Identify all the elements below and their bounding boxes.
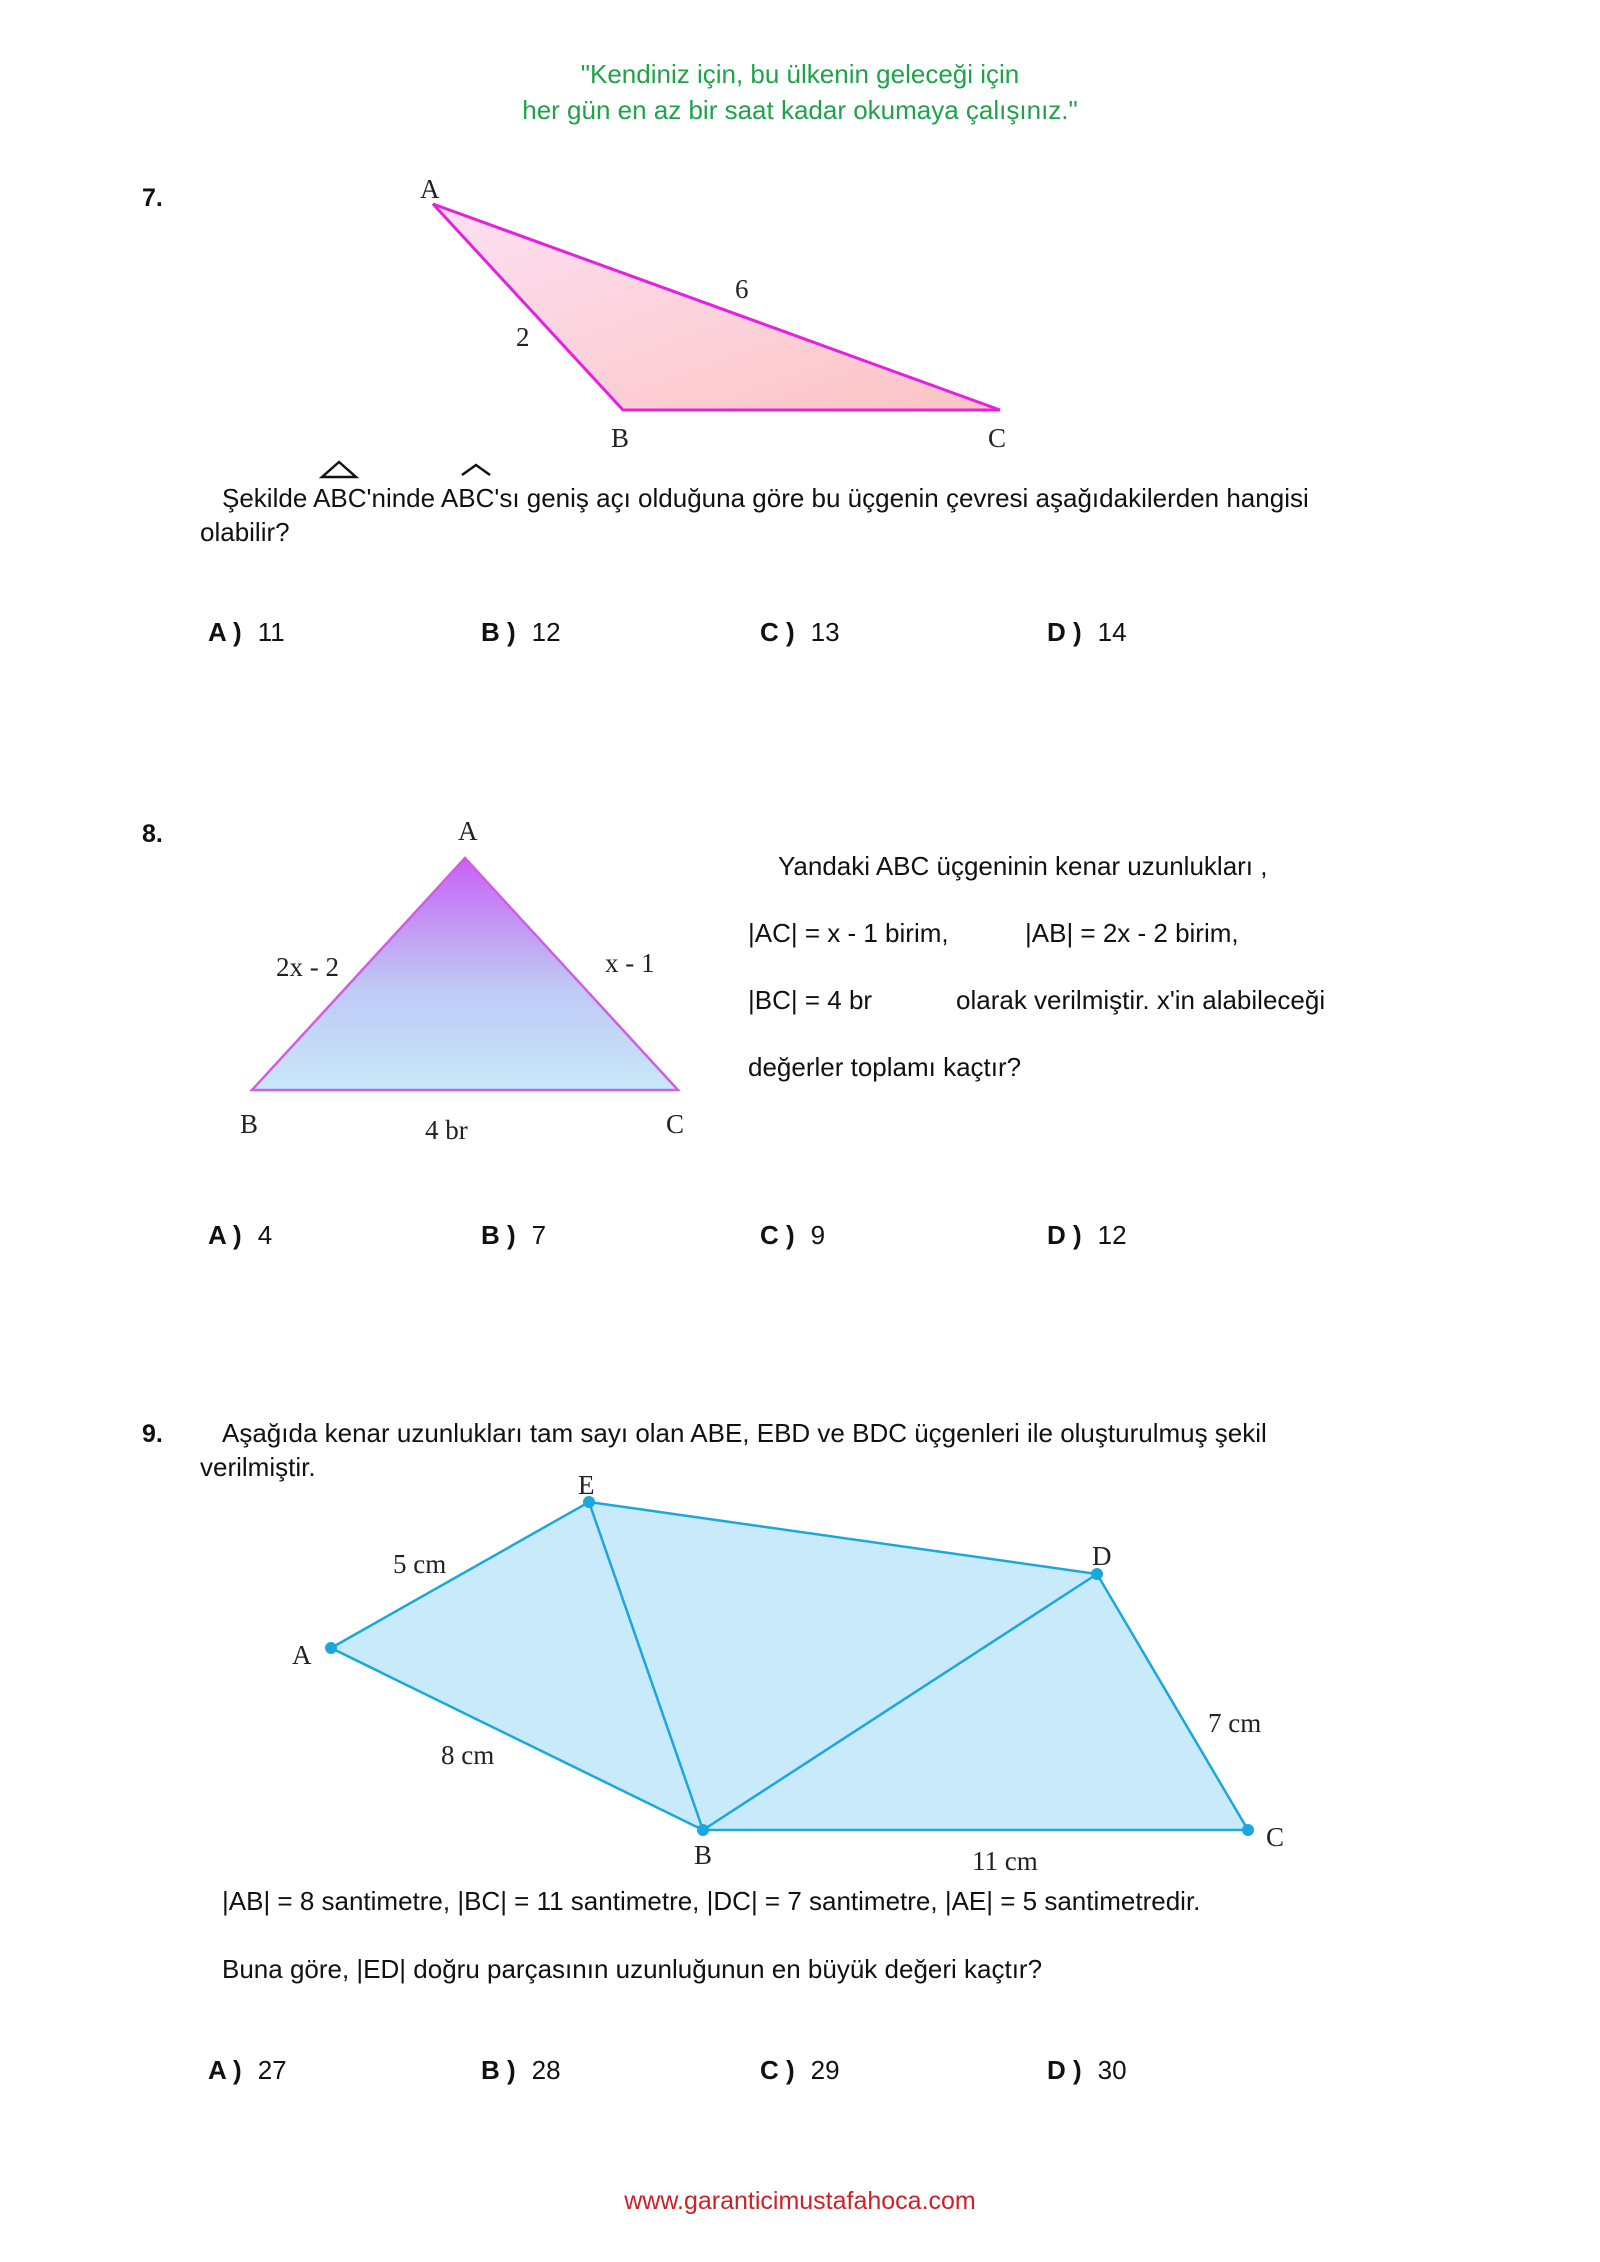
q9-side-bc-label: 11 cm xyxy=(972,1846,1038,1876)
q8-text-ac: |AC| = x - 1 birim, xyxy=(748,918,949,948)
q9-choice-c[interactable] xyxy=(760,2055,840,2086)
q7-side-ab-label: 2 xyxy=(516,322,530,352)
choice-letter: D ) xyxy=(1047,2055,1082,2085)
choice-value: 7 xyxy=(531,1220,547,1250)
q7-choice-a[interactable] xyxy=(208,617,285,648)
q9-number: 9. xyxy=(142,1420,163,1448)
q8-triangle-figure xyxy=(240,816,684,1145)
q8-choice-d[interactable] xyxy=(1047,1220,1127,1251)
choice-value: 14 xyxy=(1097,617,1127,647)
q9-side-ae-label: 5 cm xyxy=(393,1549,447,1579)
q7-angle-hat-mark xyxy=(462,465,490,475)
q9-point-b xyxy=(697,1824,709,1836)
choice-letter: D ) xyxy=(1047,1220,1082,1250)
q7-question-line-2: olabilir? xyxy=(200,517,290,547)
q8-side-ab-label: 2x - 2 xyxy=(276,952,339,982)
q8-vertex-a: A xyxy=(458,816,478,846)
choice-letter: C ) xyxy=(760,2055,795,2085)
q7-question-line-1: Şekilde ABC'ninde ABC'sı geniş açı olduğuna göre bu üçgenin çevresi aşağıdakilerden hangisi xyxy=(222,483,1309,513)
q7-vertex-c: C xyxy=(988,423,1007,453)
q9-intro-line-2: verilmiştir. xyxy=(200,1452,316,1482)
q9-side-dc-label: 7 cm xyxy=(1208,1708,1262,1738)
q9-intro-line-1: Aşağıda kenar uzunlukları tam sayı olan ABE, EBD ve BDC üçgenleri ile oluşturulmuş şekil xyxy=(222,1418,1267,1448)
choice-value: 11 xyxy=(257,617,285,647)
choice-letter: A ) xyxy=(208,2055,242,2085)
q8-side-ac-label: x - 1 xyxy=(605,948,655,978)
q9-given: |AB| = 8 santimetre, |BC| = 11 santimetre, |DC| = 7 santimetre, |AE| = 5 santimetredir. xyxy=(222,1886,1201,1916)
choice-value: 12 xyxy=(531,617,561,647)
q9-vertex-c: C xyxy=(1266,1822,1285,1852)
choice-letter: A ) xyxy=(208,617,242,647)
q9-vertex-b: B xyxy=(694,1840,713,1870)
q8-choice-c[interactable] xyxy=(760,1220,825,1251)
quote-line-1: "Kendiniz için, bu ülkenin geleceği için xyxy=(580,59,1020,89)
q9-point-c xyxy=(1242,1824,1254,1836)
choice-letter: C ) xyxy=(760,617,795,647)
q8-choice-b[interactable] xyxy=(481,1220,546,1251)
q8-vertex-c: C xyxy=(666,1109,685,1139)
quote-line-2: her gün en az bir saat kadar okumaya çalışınız." xyxy=(522,95,1078,125)
q8-text-given: olarak verilmiştir. x'in alabileceği xyxy=(956,985,1326,1015)
q7-number: 7. xyxy=(142,184,163,212)
q9-choice-a[interactable] xyxy=(208,2055,287,2086)
q7-choice-c[interactable] xyxy=(760,617,840,648)
q7-triangle-figure xyxy=(420,174,1006,453)
q9-point-a xyxy=(325,1642,337,1654)
q8-vertex-b: B xyxy=(240,1109,259,1139)
footer-url-link[interactable]: www.garanticimustafahoca.com xyxy=(624,2187,976,2215)
choice-value: 30 xyxy=(1097,2055,1127,2085)
choice-value: 27 xyxy=(257,2055,287,2085)
q8-choice-a[interactable] xyxy=(208,1220,272,1251)
q9-vertex-a: A xyxy=(292,1640,312,1670)
q7-vertex-a: A xyxy=(420,174,440,204)
q9-choice-b[interactable] xyxy=(481,2055,561,2086)
choice-value: 4 xyxy=(257,1220,273,1250)
q9-side-ab-label: 8 cm xyxy=(441,1740,495,1770)
choice-letter: D ) xyxy=(1047,617,1082,647)
choice-value: 13 xyxy=(810,617,840,647)
q7-vertex-b: B xyxy=(611,423,630,453)
q8-number: 8. xyxy=(142,820,163,848)
choice-letter: B ) xyxy=(481,2055,516,2085)
choice-letter: A ) xyxy=(208,1220,242,1250)
q7-choice-d[interactable] xyxy=(1047,617,1127,648)
q7-angle-triangle-mark xyxy=(322,462,356,477)
q9-question: Buna göre, |ED| doğru parçasının uzunluğunun en büyük değeri kaçtır? xyxy=(222,1954,1043,1984)
choice-letter: C ) xyxy=(760,1220,795,1250)
q8-text-intro: Yandaki ABC üçgeninin kenar uzunlukları , xyxy=(778,851,1268,881)
choice-value: 29 xyxy=(810,2055,840,2085)
q8-text-question: değerler toplamı kaçtır? xyxy=(748,1052,1022,1082)
choice-letter: B ) xyxy=(481,617,516,647)
q7-triangle xyxy=(433,204,1000,410)
q8-side-bc-label: 4 br xyxy=(425,1115,468,1145)
q9-vertex-d: D xyxy=(1092,1541,1112,1571)
q7-side-ac-label: 6 xyxy=(735,274,749,304)
q9-figure xyxy=(292,1470,1284,1876)
q9-choice-d[interactable] xyxy=(1047,2055,1127,2086)
choice-value: 12 xyxy=(1097,1220,1127,1250)
choice-letter: B ) xyxy=(481,1220,516,1250)
q8-text-ab: |AB| = 2x - 2 birim, xyxy=(1025,918,1239,948)
q9-vertex-e: E xyxy=(578,1470,595,1500)
choice-value: 28 xyxy=(531,2055,561,2085)
q8-text-bc: |BC| = 4 br xyxy=(748,985,873,1015)
q7-choice-b[interactable] xyxy=(481,617,561,648)
choice-value: 9 xyxy=(810,1220,826,1250)
